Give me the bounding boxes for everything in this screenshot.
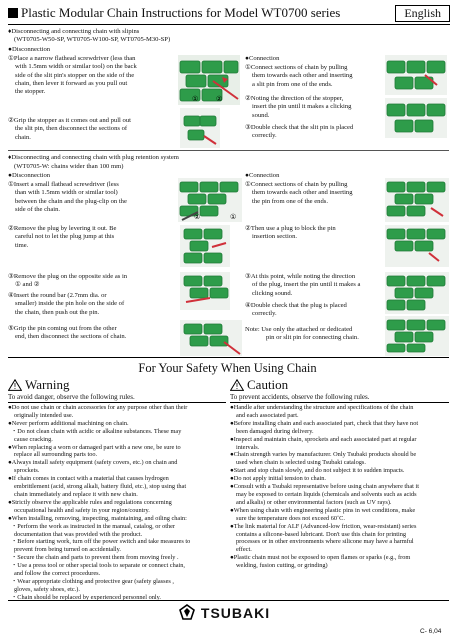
section2-disconnection-step1: ①Insert a small flathead screwdriver (less than with 1.5mm width or similar tool) between the chain and the plug-clip on the side of the chain. [8,181,127,213]
chain-slipin-pull-photo [180,108,220,148]
svg-text:!: ! [13,382,17,391]
list-line: used when chain is selected using Tsubaki catalogs. [236,459,366,467]
page-number: C- 6,04 [420,628,442,635]
warning-subtitle: To avoid danger, observe the following rules. [8,393,135,401]
list-line: occupational health and safety in your region/country. [14,506,150,514]
list-line: ●Do not use chain or chain accessories for any purpose other than their [8,404,188,411]
list-line: cause cracking. [14,435,53,443]
tsubaki-logo: TSUBAKI [178,604,270,621]
list-line: and alkalis) or other environmental factors (such as UV rays). [236,498,392,506]
list-line: contains a silicone-based lubricant. Don't use this chain for printing [236,530,407,538]
tsubaki-logo-icon [178,604,196,620]
list-line: originally intended use. [14,411,74,419]
list-line: ●When installing, removing, inspecting, maintaining, and oiling chain: [8,514,187,522]
safety-divider [8,357,449,358]
list-line: ●The link material for ALF (Advanced-low friction, wear-resistant) series [230,522,417,530]
page-header [8,5,450,25]
list-line: effect. [236,546,252,554]
warning-rule [8,402,226,403]
list-line: ●If chain comes in contact with a material that causes hydrogen [8,475,169,483]
list-line: ●Before installing chain and each associated part, check that they have not [230,419,419,427]
list-line: processes or in other environments where silicone may have a harmful [236,538,414,546]
list-line: ・Perform the work as instructed in the manual, catalog, or other [11,522,176,530]
list-line: ●When using chain with engineering plastic pins in wet conditions, make [230,506,416,514]
chain-plug-connect-photo [385,178,449,222]
list-line: ●Never perform additional machining on chain. [8,419,129,427]
section1-disconnection-step1: ①Place a narrow flathead screwdriver (less than with 1.5mm width or similar tool) on the back side of the slit pin's stopper on the side of the chain, then lever it forward as you pull out the stopper. [8,55,137,96]
chain-slipin-disconnect-photo [178,55,240,105]
chain-plug-insert-photo [385,225,449,267]
section-divider [8,150,449,151]
section2-note: Note: Use only the attached or dedicated pin or slit pin for connecting chain. [245,326,359,342]
section2-disconnection-step3: ③Remove the plug on the opposite side as in ① and ② [8,273,128,289]
caution-triangle-icon [230,379,244,391]
section1-models: (WT0705-W50-SP, WT0705-W100-SP, WT0705-M30-SP) [14,36,171,43]
chain-slipin-check-photo [385,98,447,138]
section2-connection-step2: ②Then use a plug to block the pin insertion section. [245,225,336,241]
list-line: sure the temperature does not exceed 60˚C. [236,514,345,522]
svg-text:②: ② [216,95,223,103]
section2-disconnection-heading: ●Disconnection [8,172,51,179]
list-line: ●Plastic chain must not be exposed to open flames or sparks (e.g., from [230,554,411,562]
caution-rule [230,402,449,403]
svg-text:①: ① [192,95,199,103]
section2-title: ♦Disconnecting and connecting chain with plug retention system [8,154,179,161]
svg-text:!: ! [235,382,239,391]
footer-rule [8,600,449,601]
section1-connection-heading: ●Connection [245,55,280,62]
list-line: ・Use a press tool or other special tools to separate or connect chain, [11,562,185,570]
section1-title: ♦Disconnecting and connecting chain with slipins [8,28,140,35]
section2-connection-heading: ●Connection [245,172,280,179]
list-line: replace all surrounding parts too. [14,451,98,459]
warning-triangle-icon [8,379,22,391]
warning-heading: ! Warning [8,377,69,393]
section2-disconnection-step2: ②Remove the plug by levering it out. Be careful not to let the plug jump at this time. [8,225,117,249]
section2-connection-step3: ③At this point, while noting the direction of the plug, insert the pin until it makes a clicking sound. [245,273,361,297]
list-line: ●Strictly observe the applicable rules and regulations concerning [8,498,172,506]
list-line: documentation that was provided with the product. [14,530,143,538]
section2-connection-step4: ④Double check that the plug is placed correctly. [245,302,347,318]
chain-plug-check-photo [385,316,449,356]
list-line: ●Handle after understanding the structure and specifications of the chain [230,404,414,411]
list-line: and follow the correct procedures. [14,570,101,578]
caution-heading: ! Caution [230,377,288,393]
chain-plug-click-photo [385,272,449,314]
list-line: welding, fusion cutting, or grinding) [236,562,328,570]
chain-slipin-connect-photo [385,55,447,95]
list-line: ・Wear appropriate clothing and protective gear (safety glasses , [11,577,174,585]
caution-subtitle: To prevent accidents, observe the following rules. [230,393,370,401]
warning-list [8,404,190,602]
page-title: Plastic Modular Chain Instructions for Model WT0700 series [21,5,341,20]
chain-pin-pushout-photo [180,320,242,356]
list-line: ・Before starting work, turn off the power switch and take measures to [11,538,191,546]
section1-connection-step2: ②Noting the direction of the stopper, insert the pin until it makes a clicking sound. [245,95,352,119]
list-line: may be exposed to certain liquids (chemicals and solvents such as acids [236,490,417,498]
svg-text:②: ② [194,213,201,221]
safety-title: For Your Safety When Using Chain [138,361,317,375]
chain-plug-disconnect-photo [178,178,242,222]
list-line: ●Always install safety equipment (safety covers, etc.) on chain and [8,459,178,467]
caution-list [230,404,419,570]
list-line: embrittlement (acid, strong alkali, battery fluid, etc.), stop using that [14,483,187,491]
chain-plug-remove-photo [180,225,230,267]
list-line: ・Chain should be replaced by experienced personnel only. [11,593,161,601]
list-line: ●Start and stop chain slowly, and do not subject it to sudden impacts. [230,467,405,475]
title-bullet-square [8,8,18,18]
list-line: ●Chain strength varies by manufacturer. Only Tsubaki products should be [230,451,417,459]
section2-disconnection-step5: ⑤Grip the pin coming out from the other end, then disconnect the sections of chain. [8,325,127,341]
list-line: ●Consult with a Tsubaki representative before using chain anywhere that it [230,483,419,491]
list-line: chain immediately and replace it with new chain. [14,490,138,498]
section1-connection-step1: ①Connect sections of chain by pulling them towards each other and inserting a slit pin from one of the ends. [245,64,353,88]
chain-plug-opposite-photo [180,272,230,310]
section2-disconnection-step4: ④Insert the round bar (2.7mm dia. or smaller) inside the pin hole on the side of the chain, then push out the pin. [8,292,125,316]
list-line: ・Do not clean chain with acidic or alkaline substances. These may [11,427,182,435]
section1-disconnection-step2: ②Grip the stopper as it comes out and pull out the slit pin, then disconnect the sections of chain. [8,117,131,141]
svg-text:①: ① [230,213,237,221]
list-line: ・Secure the chain and parts to prevent them from moving freely . [11,554,179,562]
list-line: and each associated part. [236,411,299,419]
section2-models: (WT0705-W: chains wider than 100 mm) [14,163,124,170]
language-label: English [395,5,450,22]
section1-disconnection-heading: ●Disconnection [8,46,51,53]
list-line: prevent from being turned on accidentally. [14,546,121,554]
section1-connection-step3: ③Double check that the slit pin is placed correctly. [245,124,354,140]
list-line: sprockets. [14,467,40,475]
list-line: been damaged during delivery. [236,427,314,435]
list-line: ●Do not apply initial tension to chain. [230,475,326,483]
list-line: ●When replacing a worn or damaged part with a new one, be sure to [8,443,181,451]
section2-connection-step1: ①Connect sections of chain by pulling them towards each other and inserting the pin from one of the ends. [245,181,353,205]
list-line: intervals. [236,443,260,451]
list-line: gloves, safety shoes, etc.). [14,585,80,593]
list-line: ●Inspect and maintain chain, sprockets and each associated part at regular [230,435,417,443]
